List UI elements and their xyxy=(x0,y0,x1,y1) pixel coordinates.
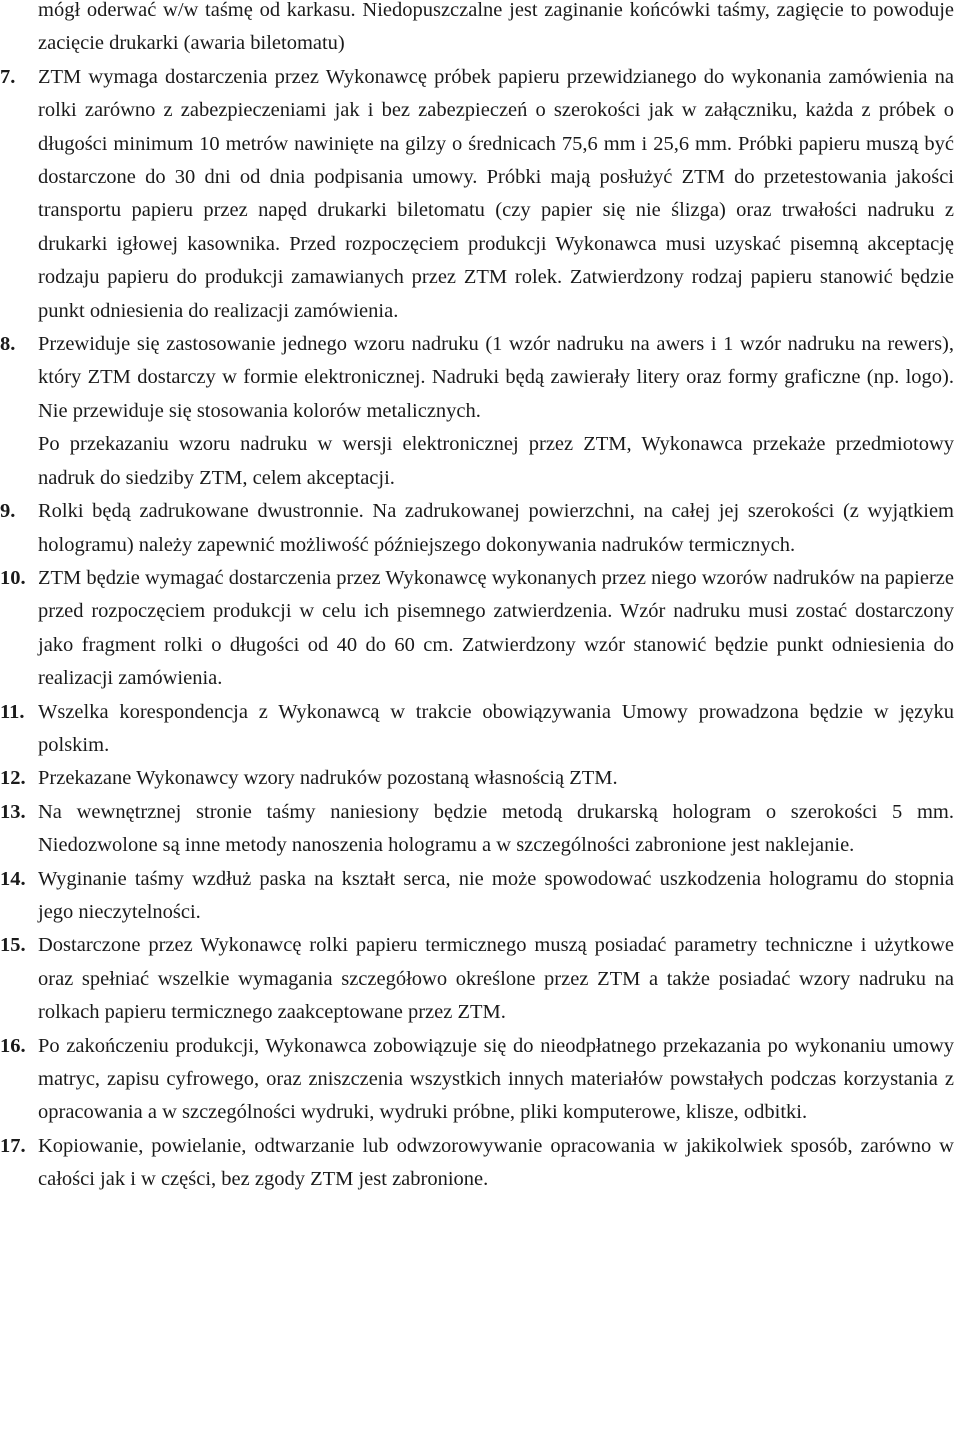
item-number: 15. xyxy=(0,934,26,957)
item-number: 10. xyxy=(0,566,26,589)
list-item-13 xyxy=(0,796,954,863)
list-item-14 xyxy=(0,863,954,930)
item-text: Rolki będą zadrukowane dwustronnie. Na zadrukowanej powierzchni, na całej jej szerokości (z wyjątkiem hologramu) należy zapewnić możliwość późniejszego dokonywania nadruków termicznych. xyxy=(38,500,954,556)
intro-paragraph: mógł oderwać w/w taśmę od karkasu. Niedopuszczalne jest zaginanie końcówki taśmy, zagięcie to powoduje zacięcie drukarki (awaria biletomatu) xyxy=(38,0,954,55)
item-text: Przekazane Wykonawcy wzory nadruków pozostaną własnością ZTM. xyxy=(38,767,618,790)
item-number: 7. xyxy=(0,65,16,88)
item-number: 11. xyxy=(0,700,25,723)
item-text: Wyginanie taśmy wzdłuż paska na kształt serca, nie może spowodować uszkodzenia hologramu do stopnia jego nieczytelności. xyxy=(38,867,954,923)
list-item-12 xyxy=(0,762,954,795)
item-text: Wszelka korespondencja z Wykonawcą w trakcie obowiązywania Umowy prowadzona będzie w języku polskim. xyxy=(38,700,954,756)
list-item-10 xyxy=(0,562,954,696)
item-number: 13. xyxy=(0,800,26,823)
item-subparagraph: Po przekazaniu wzoru nadruku w wersji elektronicznej przez ZTM, Wykonawca przekaże przedmiotowy nadruk do siedziby ZTM, celem akceptacji. xyxy=(38,433,954,489)
item-number: 8. xyxy=(0,333,16,356)
item-text: Kopiowanie, powielanie, odtwarzanie lub odwzorowywanie opracowania w jakikolwiek sposób, zarówno w całości jak i w części, bez zgody ZTM jest zabronione. xyxy=(38,1134,954,1191)
item-number: 16. xyxy=(0,1034,26,1057)
item-text: Dostarczone przez Wykonawcę rolki papieru termicznego muszą posiadać parametry techniczne i użytkowe oraz spełniać wszelkie wymagania szczegółowo określone przez ZTM a także posiadać wzory nadruku na rolkach papieru termicznego zaakceptowane przez ZTM. xyxy=(38,934,954,1024)
item-number: 14. xyxy=(0,867,26,890)
item-text: ZTM będzie wymagać dostarczenia przez Wykonawcę wykonanych przez niego wzorów nadruków na papierze przed rozpoczęciem produkcji w celu ich pisemnego zatwierdzenia. Wzór nadruku musi zostać dostarczony jako fragment rolki o długości od 40 do 60 cm. Zatwierdzony wzór stanowić będzie punkt odniesienia do realizacji zamówienia. xyxy=(38,566,954,690)
item-number: 12. xyxy=(0,767,26,790)
list-item-16 xyxy=(0,1030,954,1130)
item-text: Przewiduje się zastosowanie jednego wzoru nadruku (1 wzór nadruku na awers i 1 wzór nadruku na rewers), który ZTM dostarczy w formie elektronicznej. Nadruki będą zawierały litery oraz formy graficzne (np. logo). Nie przewiduje się stosowania kolorów metalicznych. xyxy=(38,333,954,422)
item-number: 17. xyxy=(0,1134,26,1157)
item-text: Na wewnętrznej stronie taśmy naniesiony będzie metodą drukarską hologram o szerokości 5 mm. Niedozwolone są inne metody nanoszenia hologramu a w szczególności zabronione jest naklejanie. xyxy=(38,800,954,857)
list-item-9 xyxy=(0,495,954,562)
list-item-17 xyxy=(0,1130,954,1197)
list-item-11 xyxy=(0,696,954,763)
item-text: Po zakończeniu produkcji, Wykonawca zobowiązuje się do nieodpłatnego przekazania po wykonaniu umowy matryc, zapisu cyfrowego, oraz zniszczenia wszystkich innych materiałów powstałych podczas korzystania z opracowania a w szczególności wydruki, wydruki próbne, pliki komputerowe, klisze, odbitki. xyxy=(38,1034,954,1124)
list-item-15 xyxy=(0,929,954,1029)
item-number: 9. xyxy=(0,500,16,523)
list-item-7 xyxy=(0,61,954,328)
item-text: ZTM wymaga dostarczenia przez Wykonawcę próbek papieru przewidzianego do wykonania zamówienia na rolki zarówno z zabezpieczeniami jak i bez zabezpieczeń o szerokości jak w załączniku, każda z próbek o długości minimum 10 metrów nawinięte na gilzy o średnicach 75,6 mm i 25,6 mm. Próbki papieru muszą być dostarczone do 30 dni od dnia podpisania umowy. Próbki mają posłużyć ZTM do przetestowania jakości transportu papieru przez napęd drukarki biletomatu (czy papier się nie ślizga) oraz trwałości nadruku z drukarki igłowej kasownika. Przed rozpoczęciem produkcji Wykonawca musi uzyskać pisemną akceptację rodzaju papieru do produkcji zamawianych przez ZTM rolek. Zatwierdzony rodzaj papieru stanowić będzie punkt odniesienia do realizacji zamówienia. xyxy=(38,65,954,322)
list-item-8 xyxy=(0,328,954,495)
